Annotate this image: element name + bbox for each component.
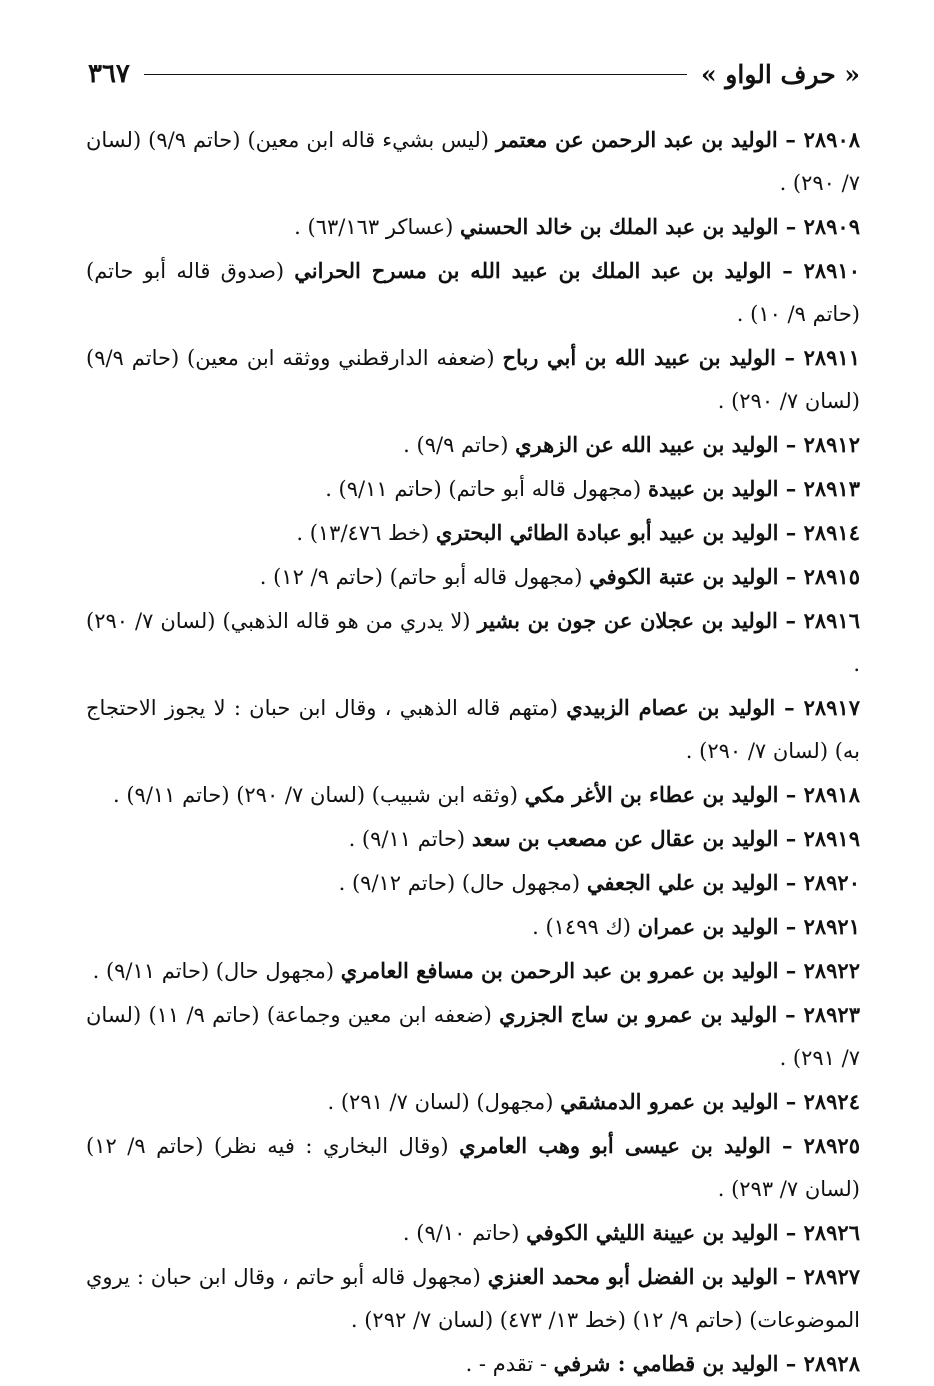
- entry-details: (مجهول حال) (حاتم ٩/١٢) .: [338, 871, 581, 895]
- entry: [86, 817, 860, 861]
- entry-dash: –: [778, 870, 804, 895]
- entry-number: ٢٨٩١٧: [803, 695, 860, 720]
- entry-number: ٢٨٩٢٦: [803, 1220, 860, 1245]
- entry: [86, 686, 860, 773]
- entry: [86, 423, 860, 467]
- entry-dash: –: [778, 826, 804, 851]
- entry-dash: –: [778, 432, 804, 457]
- entry-details: (مجهول قاله أبو حاتم) (حاتم ٩/ ١٢) .: [259, 565, 583, 589]
- entry-details: (مجهول) (لسان ٧/ ٢٩١) .: [327, 1090, 554, 1114]
- entry: [86, 249, 860, 336]
- entry-details: (ليس بشيء قاله ابن معين) (حاتم ٩/٩) (لسان ٧/ ٢٩٠) .: [86, 128, 860, 195]
- entry: [86, 861, 860, 905]
- entry-details: (صدوق قاله أبو حاتم) (حاتم ٩/ ١٠) .: [86, 259, 860, 326]
- entry-dash: –: [777, 608, 804, 633]
- entry-number: ٢٨٩١٠: [803, 258, 860, 283]
- header-rule: [144, 74, 687, 75]
- entry-dash: –: [775, 695, 804, 720]
- entry-dash: –: [778, 782, 804, 807]
- entry: [86, 555, 860, 599]
- entry-name: الوليد بن عبد الرحمن عن معتمر: [495, 127, 778, 152]
- entry-name: الوليد بن قطامي : شرفي: [553, 1351, 779, 1376]
- entry-name: الوليد بن عتبة الكوفي: [589, 564, 779, 589]
- entry-name: الوليد بن عمرو بن ساج الجزري: [499, 1002, 778, 1027]
- entry-number: ٢٨٩١٥: [803, 564, 860, 589]
- entry: [86, 773, 860, 817]
- entry: [86, 1342, 860, 1386]
- entry-dash: –: [776, 345, 804, 370]
- entry-number: ٢٨٩١٤: [803, 520, 860, 545]
- entry-name: الوليد بن عمران: [637, 914, 779, 939]
- entry: [86, 993, 860, 1080]
- entry-details: (ك ١٤٩٩) .: [532, 915, 631, 939]
- entry-details: (حاتم ٩/٩) .: [403, 433, 509, 457]
- entry: [86, 1080, 860, 1124]
- entry-number: ٢٨٩١٣: [803, 476, 860, 501]
- entry-details: (ضعفه ابن معين وجماعة) (حاتم ٩/ ١١) (لسان ٧/ ٢٩١) .: [86, 1003, 860, 1070]
- entry-name: الوليد بن عبيدة: [647, 476, 779, 501]
- entry-name: الوليد بن عجلان عن جون بن بشير: [477, 608, 778, 633]
- entry: [86, 336, 860, 423]
- entry: [86, 1255, 860, 1342]
- entry-details: - تقدم - .: [465, 1352, 547, 1376]
- page-number: ٣٦٧: [88, 59, 130, 89]
- entry-dash: –: [778, 214, 804, 239]
- entry-number: ٢٨٩٢١: [803, 914, 860, 939]
- entry-details: (لا يدري من هو قاله الذهبي) (لسان ٧/ ٢٩٠) .: [86, 609, 860, 676]
- entry-name: الوليد بن عبد الملك بن عبيد الله بن مسرح الحراني: [294, 258, 772, 283]
- entry-dash: –: [778, 1089, 804, 1114]
- entry: [86, 599, 860, 686]
- entry-name: الوليد بن عمرو الدمشقي: [560, 1089, 779, 1114]
- entry-number: ٢٨٩٠٩: [803, 214, 860, 239]
- entry-name: الوليد بن عيينة الليثي الكوفي: [526, 1220, 779, 1245]
- entry: [86, 467, 860, 511]
- entry: [86, 511, 860, 555]
- entry-number: ٢٨٩١٢: [803, 432, 860, 457]
- entry-dash: –: [778, 520, 804, 545]
- entry-name: الوليد بن عمرو بن عبد الرحمن بن مسافع العامري: [340, 958, 779, 983]
- entry-name: الوليد بن عقال عن مصعب بن سعد: [471, 826, 779, 851]
- entry-name: الوليد بن علي الجعفي: [586, 870, 779, 895]
- entry: [86, 1211, 860, 1255]
- entry-name: الوليد بن عبيد أبو عبادة الطائي البحتري: [435, 520, 779, 545]
- entry-details: (عساكر ٦٣/١٦٣) .: [294, 215, 454, 239]
- entry-number: ٢٨٩٢٢: [803, 958, 860, 983]
- entry-details: (وثقه ابن شبيب) (لسان ٧/ ٢٩٠) (حاتم ٩/١١) .: [113, 783, 518, 807]
- entry-dash: –: [771, 258, 804, 283]
- entry-details: (متهم قاله الذهبي ، وقال ابن حبان : لا يجوز الاحتجاج به) (لسان ٧/ ٢٩٠) .: [86, 696, 860, 763]
- entry-details: (مجهول حال) (حاتم ٩/١١) .: [92, 959, 335, 983]
- entry-dash: –: [778, 564, 804, 589]
- entry: [86, 949, 860, 993]
- entry-list: [86, 118, 860, 1386]
- chapter-title: « حرف الواو »: [700, 59, 860, 89]
- entry-dash: –: [777, 127, 804, 152]
- entry-dash: –: [778, 958, 804, 983]
- entry-dash: –: [778, 476, 804, 501]
- entry: [86, 205, 860, 249]
- entry-details: (مجهول قاله أبو حاتم) (حاتم ٩/١١) .: [325, 477, 642, 501]
- entry-number: ٢٨٩٢٠: [803, 870, 860, 895]
- entry-name: الوليد بن الفضل أبو محمد العنزي: [487, 1264, 779, 1289]
- entry-number: ٢٨٩٢٨: [803, 1351, 860, 1376]
- entry-details: (حاتم ٩/١١) .: [348, 827, 466, 851]
- entry-dash: –: [778, 1220, 804, 1245]
- entry-dash: –: [778, 1264, 804, 1289]
- entry: [86, 1124, 860, 1211]
- entry-dash: –: [770, 1133, 804, 1158]
- entry-number: ٢٨٩٢٥: [803, 1133, 860, 1158]
- entry-details: (مجهول قاله أبو حاتم ، وقال ابن حبان : يروي الموضوعات) (حاتم ٩/ ١٢) (خط ١٣/ ٤٧٣) (لسان ٧/ ٢٩٢) .: [86, 1265, 860, 1332]
- entry-number: ٢٨٩١٨: [803, 782, 860, 807]
- page-header: [88, 52, 860, 96]
- entry-dash: –: [777, 1002, 804, 1027]
- entry-number: ٢٨٩٢٣: [803, 1002, 860, 1027]
- entry-details: (ضعفه الدارقطني ووثقه ابن معين) (حاتم ٩/٩) (لسان ٧/ ٢٩٠) .: [86, 346, 860, 413]
- entry-name: الوليد بن عطاء بن الأغر مكي: [524, 782, 779, 807]
- entry-name: الوليد بن عبيد الله بن أبي رباح: [502, 345, 777, 370]
- entry-number: ٢٨٩٠٨: [803, 127, 861, 152]
- entry-details: (حاتم ٩/١٠) .: [402, 1221, 520, 1245]
- entry-name: الوليد بن عبد الملك بن خالد الحسني: [460, 214, 779, 239]
- entry-number: ٢٨٩٢٤: [803, 1089, 860, 1114]
- entry-number: ٢٨٩١٦: [803, 608, 860, 633]
- entry-dash: –: [778, 914, 804, 939]
- entry: [86, 118, 860, 205]
- entry: [86, 905, 860, 949]
- entry-details: (خط ١٣/٤٧٦) .: [296, 521, 430, 545]
- entry-details: (وقال البخاري : فيه نظر) (حاتم ٩/ ١٢) (لسان ٧/ ٢٩٣) .: [86, 1134, 860, 1201]
- entry-dash: –: [778, 1351, 804, 1376]
- entry-name: الوليد بن عيسى أبو وهب العامري: [459, 1133, 771, 1158]
- entry-number: ٢٨٩٢٧: [803, 1264, 861, 1289]
- entry-number: ٢٨٩١٩: [803, 826, 860, 851]
- entry-name: الوليد بن عصام الزبيدي: [566, 695, 776, 720]
- entry-number: ٢٨٩١١: [803, 345, 860, 370]
- entry-name: الوليد بن عبيد الله عن الزهري: [515, 432, 779, 457]
